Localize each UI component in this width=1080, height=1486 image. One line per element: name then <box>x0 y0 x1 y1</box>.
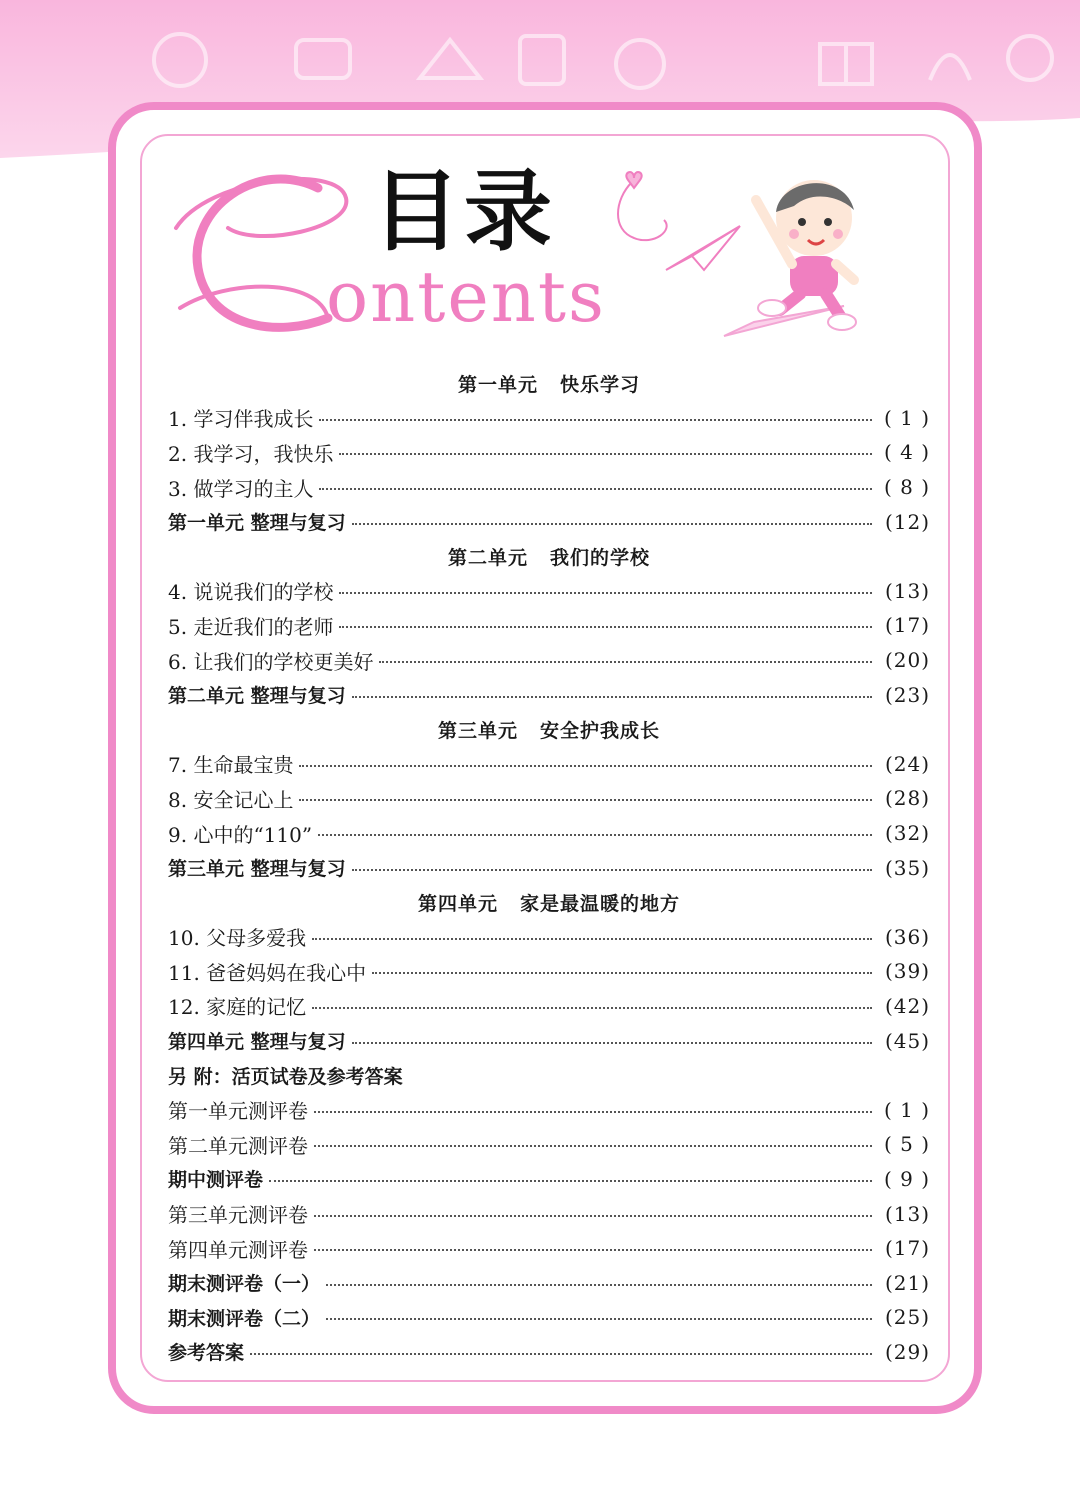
toc-entry-page: (24) <box>884 751 930 776</box>
toc-entry-label: 1. 学习伴我成长 <box>168 407 314 432</box>
dot-leader <box>352 523 872 525</box>
dot-leader <box>269 1180 872 1182</box>
toc-entry-label: 第一单元 整理与复习 <box>168 512 346 535</box>
toc-entry-page: (21) <box>884 1270 930 1295</box>
toc-entry-label: 第二单元 整理与复习 <box>168 685 346 708</box>
toc-entry-label: 6. 让我们的学校更美好 <box>168 649 374 674</box>
toc-entry-page: (29) <box>884 1339 930 1364</box>
toc-entry[interactable] <box>168 989 930 1024</box>
dot-leader <box>319 488 872 490</box>
toc-entry-page: ( 1 ) <box>883 405 930 430</box>
toc-entry-page: (28) <box>884 786 930 811</box>
appendix-entry[interactable] <box>168 1127 930 1162</box>
dot-leader <box>339 592 872 594</box>
toc-entry-label: 10. 父母多爱我 <box>168 926 307 951</box>
appendix-entry[interactable] <box>168 1231 930 1266</box>
toc-entry-page: (13) <box>884 1201 930 1226</box>
toc-entry[interactable] <box>168 401 930 436</box>
toc-entry-page: (39) <box>884 959 930 984</box>
toc-entry-page: ( 1 ) <box>883 1097 930 1122</box>
dot-leader <box>250 1353 872 1355</box>
appendix-entry[interactable] <box>168 1196 930 1231</box>
toc-entry-label: 5. 走近我们的老师 <box>168 614 334 639</box>
dot-leader <box>312 1007 872 1009</box>
toc-entry-review[interactable] <box>168 850 930 885</box>
toc-entry-page: (25) <box>884 1305 930 1330</box>
dot-leader <box>326 1284 872 1286</box>
toc-entry-label: 第三单元测评卷 <box>168 1203 308 1228</box>
toc-entry-label: 2. 我学习，我快乐 <box>168 441 334 466</box>
toc-entry[interactable] <box>168 574 930 609</box>
dot-leader <box>326 1318 872 1320</box>
toc-entry-page: ( 4 ) <box>883 440 930 465</box>
toc-entry-page: (17) <box>884 1236 930 1261</box>
toc-entry-page: (36) <box>884 924 930 949</box>
dot-leader <box>299 799 872 801</box>
unit-number: 第一单元 <box>457 373 538 396</box>
toc-entry[interactable] <box>168 608 930 643</box>
toc-entry[interactable] <box>168 920 930 955</box>
boy-with-paper-plane-illustration <box>604 160 874 340</box>
toc-entry[interactable] <box>168 470 930 505</box>
toc-entry-label: 参考答案 <box>168 1342 245 1365</box>
toc-entry-label: 3. 做学习的主人 <box>168 476 314 501</box>
unit-heading <box>168 539 930 574</box>
toc-entry-page: (23) <box>884 682 930 707</box>
appendix-entry[interactable] <box>168 1162 930 1197</box>
toc-entry[interactable] <box>168 781 930 816</box>
toc-entry-page: (42) <box>884 993 930 1018</box>
toc-entry-label: 12. 家庭的记忆 <box>168 995 307 1020</box>
toc-entry-label: 第一单元测评卷 <box>168 1099 308 1124</box>
unit-heading <box>168 366 930 401</box>
toc-entry[interactable] <box>168 435 930 470</box>
toc-entry-page: (45) <box>884 1028 930 1053</box>
toc-entry-label: 第四单元 整理与复习 <box>168 1031 346 1054</box>
unit-number: 第四单元 <box>417 892 498 915</box>
appendix-heading-label: 另 附：活页试卷及参考答案 <box>168 1065 403 1088</box>
appendix-entry[interactable] <box>168 1300 930 1335</box>
unit-number: 第三单元 <box>437 719 518 742</box>
dot-leader <box>299 765 872 767</box>
toc-entry[interactable] <box>168 747 930 782</box>
toc-entry-label: 9. 心中的“110” <box>168 822 313 847</box>
dot-leader <box>319 419 872 421</box>
appendix-entry[interactable] <box>168 1265 930 1300</box>
dot-leader <box>379 661 872 663</box>
page-subtitle-english: ontents <box>326 256 606 338</box>
toc-entry-page: ( 5 ) <box>883 1132 930 1157</box>
table-of-contents <box>168 366 930 1369</box>
toc-entry-label: 8. 安全记心上 <box>168 787 294 812</box>
unit-number: 第二单元 <box>447 546 528 569</box>
unit-title: 我们的学校 <box>550 546 651 569</box>
toc-entry-page: ( 8 ) <box>883 475 930 500</box>
dot-leader <box>372 972 872 974</box>
dot-leader <box>314 1215 872 1217</box>
dot-leader <box>318 834 872 836</box>
toc-entry-page: (35) <box>884 855 930 880</box>
toc-entry-label: 期中测评卷 <box>168 1169 264 1192</box>
toc-entry-page: (13) <box>884 578 930 603</box>
toc-entry-review[interactable] <box>168 504 930 539</box>
dot-leader <box>339 626 872 628</box>
toc-entry-page: (17) <box>884 613 930 638</box>
toc-entry-review[interactable] <box>168 677 930 712</box>
toc-entry-label: 期末测评卷（二） <box>168 1307 321 1330</box>
toc-entry-label: 第三单元 整理与复习 <box>168 858 346 881</box>
unit-title: 安全护我成长 <box>540 719 661 742</box>
appendix-entry[interactable] <box>168 1335 930 1370</box>
dot-leader <box>339 453 872 455</box>
toc-entry-label: 11. 爸爸妈妈在我心中 <box>168 960 367 985</box>
toc-entry-review[interactable] <box>168 1023 930 1058</box>
toc-entry-page: ( 9 ) <box>883 1166 930 1191</box>
toc-entry-label: 期末测评卷（一） <box>168 1273 321 1296</box>
unit-title: 家是最温暖的地方 <box>520 892 681 915</box>
toc-entry-label: 第二单元测评卷 <box>168 1133 308 1158</box>
toc-entry-label: 4. 说说我们的学校 <box>168 580 334 605</box>
appendix-heading <box>168 1058 930 1093</box>
unit-title: 快乐学习 <box>560 373 641 396</box>
dot-leader <box>352 696 872 698</box>
dot-leader <box>314 1249 872 1251</box>
dot-leader <box>352 1042 872 1044</box>
toc-entry[interactable] <box>168 816 930 851</box>
toc-entry-label: 7. 生命最宝贵 <box>168 753 294 778</box>
dot-leader <box>352 869 872 871</box>
toc-entry-label: 第四单元测评卷 <box>168 1237 308 1262</box>
toc-entry[interactable] <box>168 643 930 678</box>
dot-leader <box>312 938 872 940</box>
appendix-entry[interactable] <box>168 1092 930 1127</box>
toc-entry-page: (32) <box>884 821 930 846</box>
dot-leader <box>314 1145 872 1147</box>
toc-entry-page: (12) <box>884 509 930 534</box>
unit-heading <box>168 885 930 920</box>
unit-heading <box>168 712 930 747</box>
page-title: 目录 <box>372 160 557 263</box>
dot-leader <box>314 1111 872 1113</box>
toc-entry-page: (20) <box>884 648 930 673</box>
toc-entry[interactable] <box>168 954 930 989</box>
